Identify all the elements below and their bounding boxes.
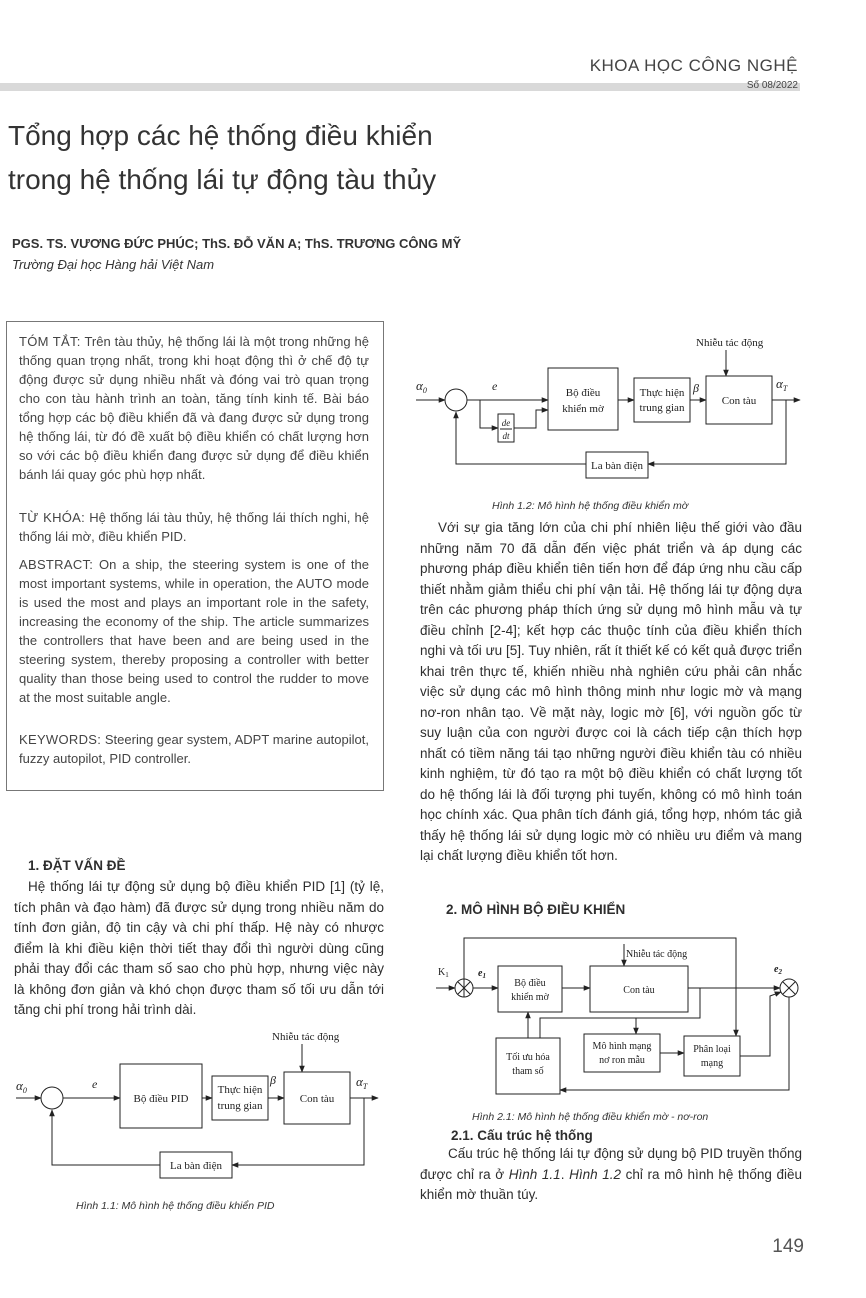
abstract-paragraph — [19, 555, 369, 707]
tukhoa-paragraph — [19, 508, 369, 546]
s21-text-b: . — [560, 1166, 570, 1182]
fig12-deriv-in — [480, 400, 498, 428]
fig12-output-alphaT: $\alpha_T$ — [776, 376, 788, 393]
tukhoa-label: TỪ KHÓA: — [19, 510, 86, 525]
figure-2-1-caption: Hình 2.1: Mô hình hệ thống điều khiển mờ - nơ-ron — [472, 1111, 709, 1123]
fig11-actuator-block — [212, 1076, 268, 1120]
fig12-actuator-label-1: Thực hiện — [639, 387, 685, 399]
fig12-controller-label-1: Bộ điều — [565, 387, 601, 399]
article-title — [8, 114, 436, 202]
header-rule — [0, 83, 800, 91]
fig11-pid-label: Bộ điều PID — [133, 1093, 189, 1105]
section-2-1-paragraph — [420, 1144, 802, 1206]
fig21-nn-label-1: Mô hình mạng — [592, 1041, 652, 1052]
abstract-label: ABSTRACT: — [19, 557, 94, 572]
section-2-1-heading: 2.1. Cấu trúc hệ thống — [451, 1128, 593, 1143]
fig12-e-label: e — [492, 379, 498, 393]
s21-ref-fig12: Hình 1.2 — [569, 1166, 621, 1182]
fig21-controller-label-2: khiển mờ — [511, 992, 549, 1003]
fig12-compass-label: La bàn điện — [591, 460, 643, 472]
fig21-e2-label: $e_2$ — [774, 964, 782, 976]
fig21-disturbance-label: Nhiễu tác động — [626, 949, 688, 960]
fig12-actuator-block — [634, 378, 690, 422]
right-column-paragraph: Với sự gia tăng lớn của chi phí nhiên liệu thế giới vào đầu những năm 70 đã dẫn đến việc phát triển và áp dụng các phương pháp điều khiển tiên tiến hơn để đáp ứng nhu cầu cấp thiết nhằm giảm thiểu chi phí vận tải. Hệ thống lái tự động dựa trên các phương pháp thích ứng sử dụng mô hình mẫu và tự điều chỉnh [2-4]; kết hợp các thuộc tính của điều khiển thích nghi và tối ưu [5]. Tuy nhiên, rất ít thiết kế có kết quả được triển khai trên thực tế, khiến nhiều nhà nghiên cứu phải cân nhắc việc sử dụng các mô hình thông minh như logic mờ và mạng nơ-ron nhân tạo. Về mặt này, logic mờ [6], với nguồn gốc từ suy luận của con người được coi là cách tiếp cận thích hợp nhất có tiềm năng tái tạo những người điều khiển tàu có nhiều kinh nghiệm, từ đó tạo ra một bộ điều khiển có chất lượng tốt do hệ thống lái là đối tượng phi tuyến, không có mô hình toán học chính xác. Qua phân tích đánh giá, tổng hợp, nhóm tác giả thấy hệ thống lái sử dụng logic mờ có nhiều ưu điểm và mang lại chất lượng điều khiển tốt hơn. — [420, 520, 802, 863]
figure-1-2-caption: Hình 1.2: Mô hình hệ thống điều khiển mờ — [492, 500, 689, 512]
fig21-nn-label-2: nơ ron mẫu — [599, 1055, 645, 1066]
abstract-text: On a ship, the steering system is one of the most important systems, while in operation, the AUTO mode is used the most and plays an important role in the safety, increasing the economy of the ship. The article summarizes the controllers that have been and are being used in the steering system, thereby proposing a controller with better quality than those being used to control the rudder to move at the most suitable angle. — [19, 557, 369, 705]
fig21-fuzzy-controller-block — [498, 966, 562, 1012]
fig21-nn-model-block — [584, 1034, 660, 1072]
fig12-deriv-num: de — [501, 418, 511, 428]
abstract-box — [6, 321, 384, 791]
fig21-e1-label: $e_1$ — [478, 968, 486, 980]
fig12-deriv-den: dt — [502, 431, 510, 441]
fig21-optimizer-label-1: Tối ưu hóa — [506, 1052, 550, 1063]
fig21-classify-block — [684, 1036, 740, 1076]
figure-1-1-pid-diagram — [6, 1022, 386, 1190]
section-1-heading: 1. ĐẶT VẤN ĐỀ — [28, 858, 126, 873]
affiliation: Trường Đại học Hàng hải Việt Nam — [12, 257, 215, 272]
fig11-output-alphaT: $\alpha_T$ — [356, 1074, 368, 1091]
fig11-input-alpha0: $\alpha_0$ — [16, 1078, 27, 1095]
s21-ref-fig11: Hình 1.1 — [508, 1166, 561, 1182]
figure-1-1-caption: Hình 1.1: Mô hình hệ thống điều khiển PID — [76, 1200, 275, 1212]
fig12-disturbance-label: Nhiễu tác động — [696, 337, 764, 349]
fig21-classify-label-2: mạng — [700, 1058, 724, 1069]
fig11-ship-label: Con tàu — [299, 1093, 335, 1105]
fig21-optimizer-label-2: tham số — [512, 1066, 544, 1077]
fig12-summing-junction — [445, 389, 467, 411]
fig12-controller-label-2: khiển mờ — [562, 403, 604, 415]
section-1-paragraph: Hệ thống lái tự động sử dụng bộ điều khiển PID [1] (tỷ lệ, tích phân và đạo hàm) đã được sử dụng trong nhiều năm do tính đơn giản, độ tin cậy và chi phí thấp. Hệ này có nhược điểm là khi điều kiện thời tiết thay đổi thì người dùng cũng phải thay đổi các tham số sao cho phù hợp, nhưng việc này là không đơn giản và khó chọn được tham số tối ưu dẫn tới tăng chi phí trong hải trình dài. — [14, 879, 384, 1017]
fig21-classify-to-sum2 — [740, 992, 781, 1056]
authors: PGS. TS. VƯƠNG ĐỨC PHÚC; ThS. ĐỖ VĂN A; ThS. TRƯƠNG CÔNG MỸ — [12, 236, 462, 251]
fig21-k1-label: $K_1$ — [438, 967, 449, 979]
fig11-actuator-label-1: Thực hiện — [217, 1084, 263, 1096]
fig12-input-alpha0: $\alpha_0$ — [416, 378, 427, 395]
keywords-label: KEYWORDS: — [19, 732, 102, 747]
fig12-deriv-out — [514, 410, 548, 428]
figure-2-1-fuzzy-neural-diagram — [430, 930, 806, 1106]
fig12-fuzzy-controller-block — [548, 368, 618, 430]
fig11-disturbance-label: Nhiễu tác động — [272, 1031, 340, 1043]
fig12-beta-label: β — [693, 381, 699, 395]
figure-1-2-fuzzy-diagram — [412, 330, 804, 488]
fig12-ship-label: Con tàu — [721, 395, 757, 407]
fig11-summing-junction — [41, 1087, 63, 1109]
issue-number: Số 08/2022 — [746, 80, 798, 91]
tomtat-paragraph — [19, 332, 369, 484]
fig11-e-label: e — [92, 1077, 98, 1091]
page-number: 149 — [772, 1236, 804, 1257]
s21-text-a: Cấu trúc hệ thống lái tự động sử dụng bộ PID truyền thống được chỉ ra ở — [420, 1146, 802, 1182]
title-line-1: Tổng hợp các hệ thống điều khiển — [8, 120, 433, 151]
section-2-heading: 2. MÔ HÌNH BỘ ĐIỀU KHIỂN — [446, 902, 626, 917]
title-line-2: trong hệ thống lái tự động tàu thủy — [8, 164, 437, 195]
tomtat-text: Trên tàu thủy, hệ thống lái là một trong những hệ thống quan trọng nhất, trong khi hoạt động thì ở chế độ tự động được sử dụng nhiều nhất và đóng vai trò quan trọng cho con tàu hành trình an toàn, tăng tính kinh tế. Bài báo tổng hợp các bộ điều khiển đã và đang được sử dụng trong hệ thống lái, từ đó đề xuất bộ điều khiển có chất lượng hơn so với các bộ điều khiển đang được sử dụng để điều khiển bánh lái quay góc phù hợp nhất. — [19, 334, 369, 482]
fig21-ship-label: Con tàu — [623, 985, 655, 996]
keywords-paragraph — [19, 730, 369, 768]
keywords-text: Steering gear system, ADPT marine autopilot, fuzzy autopilot, PID controller. — [19, 732, 369, 766]
fig11-beta-label: β — [270, 1073, 276, 1087]
fig21-classify-label-1: Phân loại — [693, 1044, 731, 1055]
tukhoa-text: Hệ thống lái tàu thủy, hệ thống lái thích nghi, hệ thống lái mờ, điều khiển PID. — [19, 510, 369, 544]
fig12-actuator-label-2: trung gian — [639, 402, 685, 414]
s21-text-c: chỉ ra mô hình hệ thống điều khiển mờ thuần túy. — [420, 1166, 802, 1202]
fig11-compass-label: La bàn điện — [170, 1160, 222, 1172]
tomtat-label: TÓM TẮT: — [19, 334, 81, 349]
fig21-controller-label-1: Bộ điều — [514, 978, 546, 989]
journal-section: KHOA HỌC CÔNG NGHỆ — [589, 56, 798, 75]
fig11-actuator-label-2: trung gian — [217, 1100, 263, 1112]
